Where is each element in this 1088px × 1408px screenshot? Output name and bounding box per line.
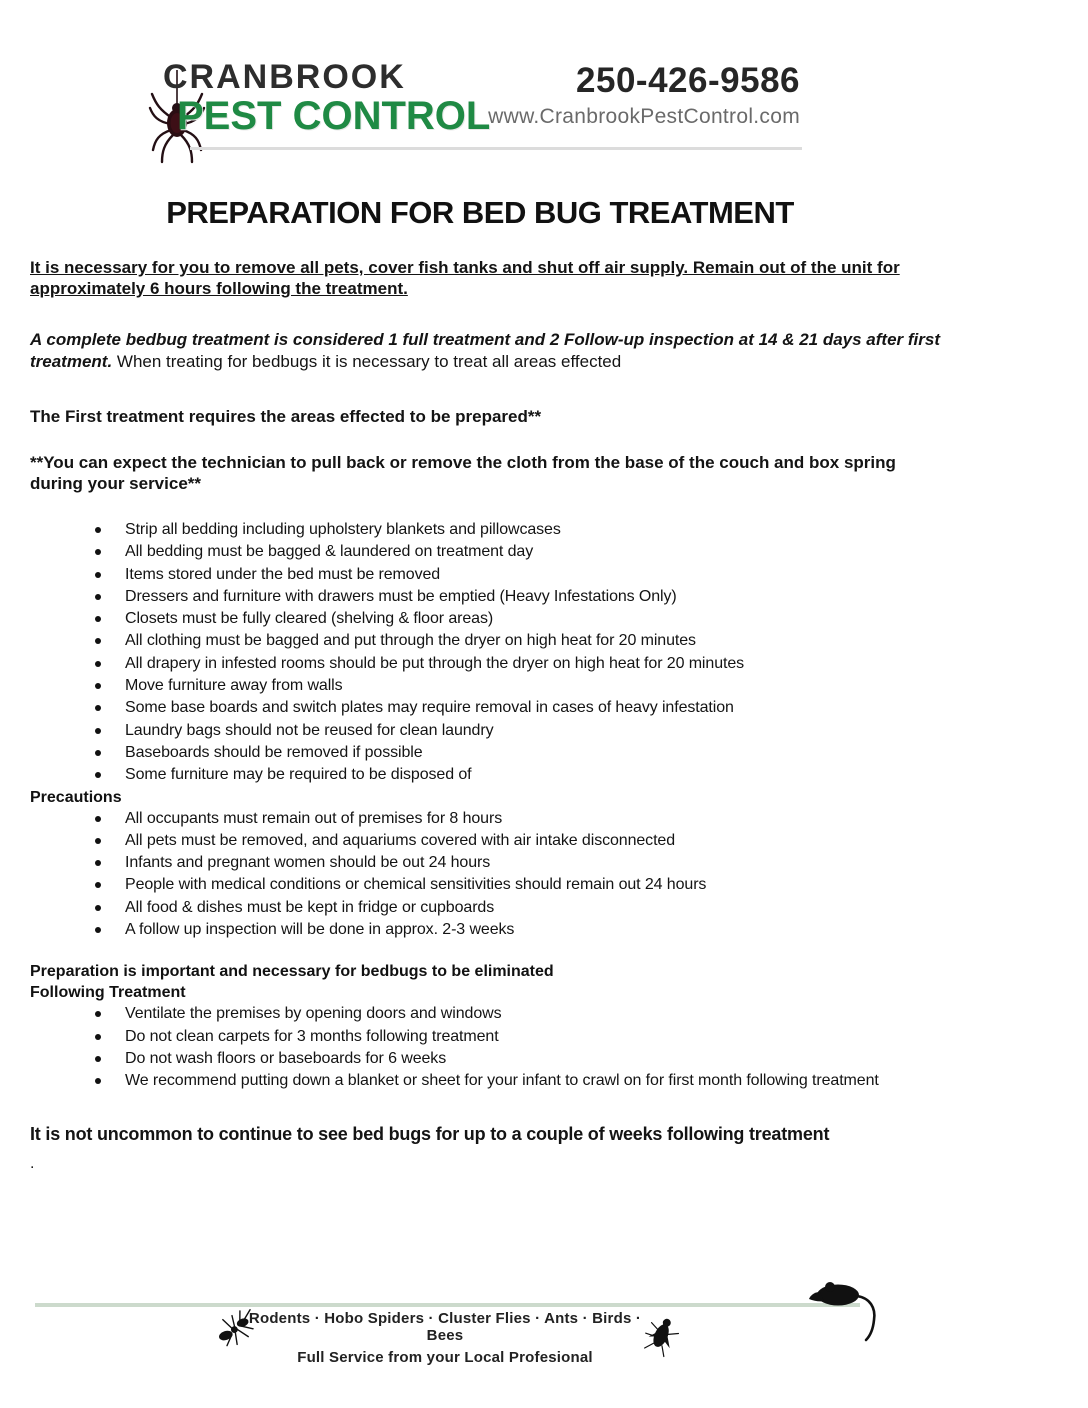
list-item: All occupants must remain out of premises for 8 hours bbox=[65, 808, 930, 830]
bullet-icon bbox=[95, 750, 101, 756]
list-item: Items stored under the bed must be removed bbox=[65, 564, 930, 586]
footer-text-block bbox=[245, 1310, 645, 1366]
bullet-icon bbox=[95, 549, 101, 555]
preparation-list bbox=[30, 519, 930, 787]
notice-underlined: It is necessary for you to remove all pets, cover fish tanks and shut off air supply. Remain out of the unit for approximately 6 hours following the treatment. bbox=[30, 258, 900, 298]
rat-icon bbox=[808, 1278, 888, 1342]
list-item: Move furniture away from walls bbox=[65, 675, 930, 697]
technician-note: **You can expect the technician to pull back or remove the cloth from the base of the couch and box spring during your service** bbox=[30, 453, 896, 493]
header bbox=[0, 0, 1088, 170]
list-item: Infants and pregnant women should be out 24 hours bbox=[65, 852, 930, 874]
bullet-icon bbox=[95, 1078, 101, 1084]
list-item: We recommend putting down a blanket or sheet for your infant to crawl on for first month following treatment bbox=[65, 1070, 930, 1092]
logo bbox=[163, 60, 490, 136]
first-treatment-note: The First treatment requires the areas effected to be prepared** bbox=[30, 407, 542, 426]
stray-period: . bbox=[30, 1154, 35, 1172]
phone-number: 250-426-9586 bbox=[576, 61, 800, 100]
bullet-icon bbox=[95, 705, 101, 711]
page-title: PREPARATION FOR BED BUG TREATMENT bbox=[166, 195, 794, 230]
footer-services-line: Rodents · Hobo Spiders · Cluster Flies · Ants · Birds · Bees bbox=[248, 1310, 642, 1344]
treatment-overview bbox=[30, 329, 945, 373]
header-divider bbox=[190, 147, 802, 150]
list-item: People with medical conditions or chemical sensitivities should remain out 24 hours bbox=[65, 874, 930, 896]
preparation-important-line: Preparation is important and necessary for bedbugs to be eliminated bbox=[30, 963, 554, 981]
treatment-overview-normal: When treating for bedbugs it is necessary to treat all areas effected bbox=[112, 352, 622, 371]
list-item: Strip all bedding including upholstery blankets and pillowcases bbox=[65, 519, 930, 541]
bullet-icon bbox=[95, 816, 101, 822]
list-item: Some base boards and switch plates may require removal in cases of heavy infestation bbox=[65, 697, 930, 719]
footer-tagline: Full Service from your Local Profesional bbox=[297, 1349, 593, 1366]
bullet-icon bbox=[95, 572, 101, 578]
footer-divider bbox=[35, 1303, 860, 1307]
closing-note: It is not uncommon to continue to see bed bugs for up to a couple of weeks following treatment bbox=[30, 1123, 830, 1144]
bullet-icon bbox=[95, 860, 101, 866]
bullet-icon bbox=[95, 616, 101, 622]
bullet-icon bbox=[95, 838, 101, 844]
bullet-icon bbox=[95, 661, 101, 667]
bullet-icon bbox=[95, 1056, 101, 1062]
bullet-icon bbox=[95, 1034, 101, 1040]
following-treatment-heading: Following Treatment bbox=[30, 984, 186, 1002]
list-item: All clothing must be bagged and put through the dryer on high heat for 20 minutes bbox=[65, 630, 930, 652]
list-item: Dressers and furniture with drawers must be emptied (Heavy Infestations Only) bbox=[65, 586, 930, 608]
list-item: Baseboards should be removed if possible bbox=[65, 742, 930, 764]
list-item: All drapery in infested rooms should be put through the dryer on high heat for 20 minutes bbox=[65, 653, 930, 675]
bullet-icon bbox=[95, 882, 101, 888]
bullet-icon bbox=[95, 772, 101, 778]
bullet-icon bbox=[95, 905, 101, 911]
website-url: www.CranbrookPestControl.com bbox=[488, 104, 800, 128]
bullet-icon bbox=[95, 638, 101, 644]
brand-name-top: CRANBROOK bbox=[163, 58, 406, 96]
document-body bbox=[30, 195, 940, 1174]
precautions-list bbox=[30, 808, 930, 942]
fly-icon bbox=[642, 1312, 682, 1360]
bullet-icon bbox=[95, 527, 101, 533]
bullet-icon bbox=[95, 728, 101, 734]
treatment-overview-bold: A complete bedbug treatment is considered 1 full treatment and 2 Follow-up inspection at 14 & 21 days after first treatment. bbox=[30, 330, 940, 371]
precautions-heading: Precautions bbox=[30, 788, 122, 806]
bullet-icon bbox=[95, 927, 101, 933]
list-item: Some furniture may be required to be disposed of bbox=[65, 764, 930, 786]
list-item: Do not clean carpets for 3 months following treatment bbox=[65, 1026, 930, 1048]
bullet-icon bbox=[95, 594, 101, 600]
contact-block bbox=[460, 62, 800, 129]
bullet-icon bbox=[95, 1011, 101, 1017]
list-item: Ventilate the premises by opening doors and windows bbox=[65, 1003, 930, 1025]
list-item: Closets must be fully cleared (shelving & floor areas) bbox=[65, 608, 930, 630]
list-item: All pets must be removed, and aquariums covered with air intake disconnected bbox=[65, 830, 930, 852]
list-item: All bedding must be bagged & laundered on treatment day bbox=[65, 541, 930, 563]
list-item: A follow up inspection will be done in approx. 2-3 weeks bbox=[65, 919, 930, 941]
list-item: Laundry bags should not be reused for clean laundry bbox=[65, 720, 930, 742]
following-treatment-list bbox=[30, 1003, 930, 1092]
bullet-icon bbox=[95, 683, 101, 689]
list-item: Do not wash floors or baseboards for 6 weeks bbox=[65, 1048, 930, 1070]
list-item: All food & dishes must be kept in fridge or cupboards bbox=[65, 897, 930, 919]
brand-name-bottom: PEST CONTROL bbox=[177, 94, 491, 138]
